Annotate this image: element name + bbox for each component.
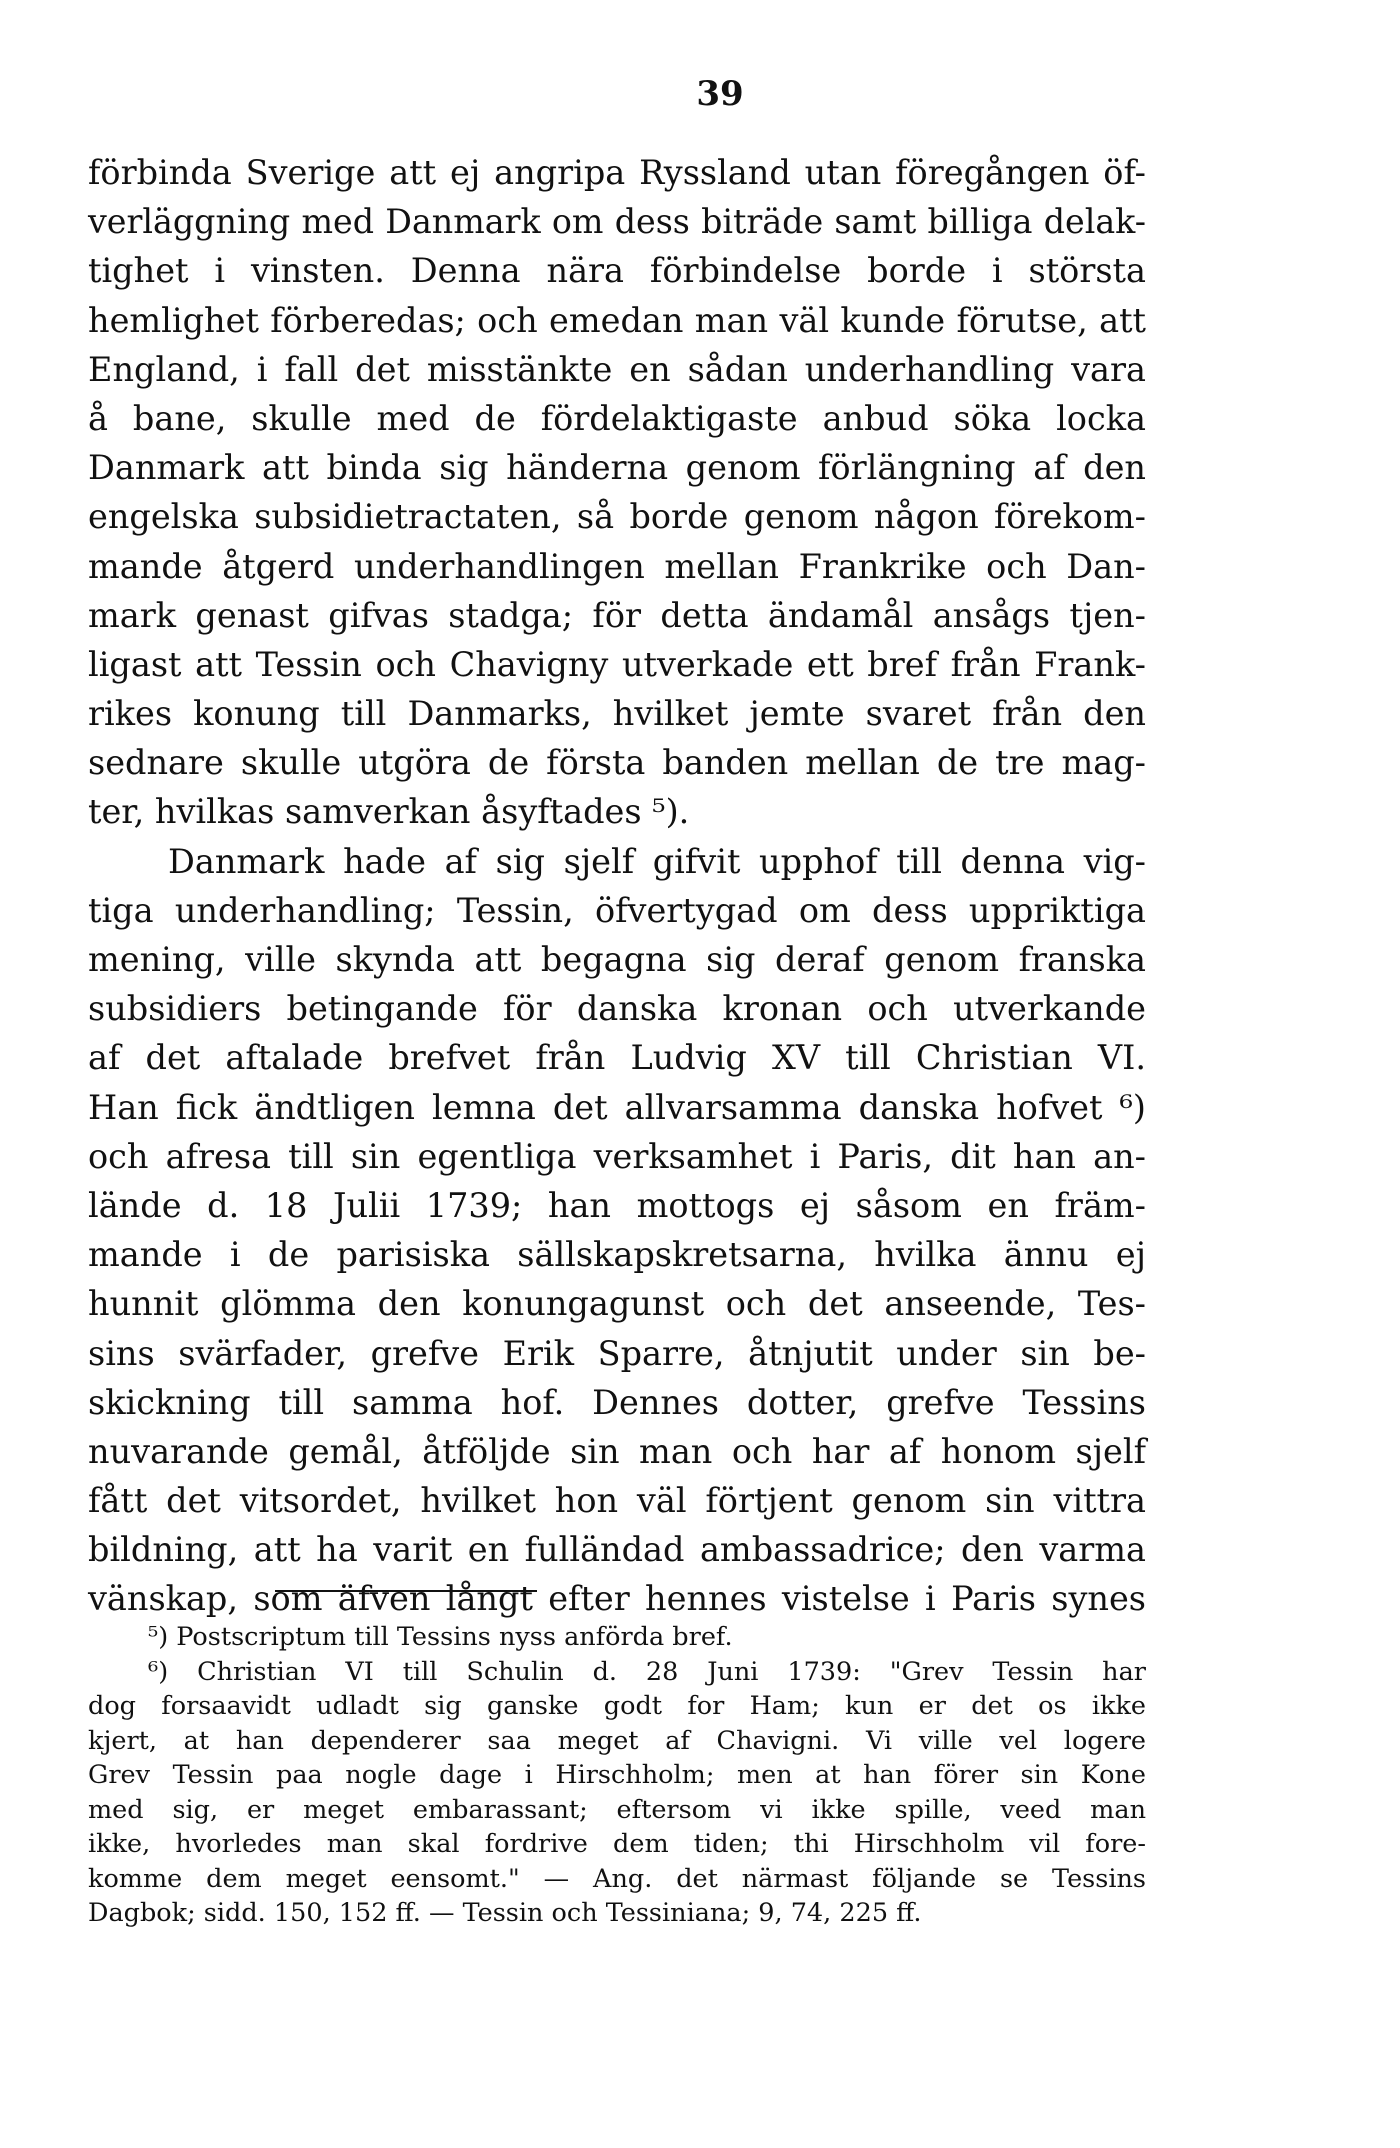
- body-line: förbinda Sverige att ej angripa Ryssland utan föregången öf-: [88, 153, 1146, 192]
- body-line: af det aftalade brefvet från Ludvig XV till Christian VI.: [88, 1038, 1146, 1078]
- body-line: verläggning med Danmark om dess biträde samt billiga delak-: [88, 202, 1146, 242]
- body-line: och afresa till sin egentliga verksamhet i Paris, dit han an-: [88, 1136, 1146, 1176]
- body-line: sednare skulle utgöra de första banden mellan de tre mag-: [88, 743, 1146, 783]
- footnote-line: med sig, er meget embarassant; eftersom vi ikke spille, veed man: [88, 1794, 1146, 1825]
- footnote-5: ⁵) Postscriptum till Tessins nyss anförda bref.: [148, 1622, 733, 1652]
- footnote-line: kjert, at han dependerer saa meget af Chavigni. Vi ville vel logere: [88, 1725, 1146, 1756]
- body-text: [88, 148, 1146, 1624]
- body-line: mande i de parisiska sällskapskretsarna, hvilka ännu ej: [88, 1235, 1146, 1275]
- body-line: ligast att Tessin och Chavigny utverkade ett bref från Frank-: [88, 644, 1146, 684]
- body-line: engelska subsidietractaten, så borde genom någon förekom-: [88, 497, 1146, 537]
- body-line: sins svärfader, grefve Erik Sparre, åtnjutit under sin be-: [88, 1333, 1146, 1373]
- paragraph-end-line: ter, hvilkas samverkan åsyftades ⁵).: [88, 792, 690, 832]
- footnote-line: dog forsaavidt udladt sig ganske godt for Ham; kun er det os ikke: [88, 1691, 1146, 1721]
- body-line: tiga underhandling; Tessin, öfvertygad om dess uppriktiga: [88, 890, 1146, 930]
- body-line: hunnit glömma den konungagunst och det anseende, Tes-: [88, 1284, 1146, 1324]
- body-line: mark genast gifvas stadga; för detta ändamål ansågs tjen-: [88, 595, 1146, 635]
- body-line: Han fick ändtligen lemna det allvarsamma danska hofvet ⁶): [88, 1087, 1146, 1127]
- body-line: subsidiers betingande för danska kronan och utverkande: [88, 989, 1146, 1029]
- footnote-line: ikke, hvorledes man skal fordrive dem tiden; thi Hirschholm vil fore-: [88, 1829, 1146, 1859]
- footnote-6: ⁶) Christian VI till Schulin d. 28 Juni 1739: "Grev Tessin har: [148, 1656, 1146, 1687]
- body-line: skickning till samma hof. Dennes dotter, grefve Tessins: [88, 1382, 1146, 1422]
- paragraph-start-line: Danmark hade af sig sjelf gifvit upphof till denna vig-: [168, 841, 1146, 881]
- body-line: å bane, skulle med de fördelaktigaste anbud söka locka: [88, 398, 1146, 438]
- body-line: mande åtgerd underhandlingen mellan Frankrike och Dan-: [88, 546, 1146, 586]
- body-line: tighet i vinsten. Denna nära förbindelse borde i största: [88, 251, 1146, 291]
- footnote-divider: [275, 1590, 537, 1592]
- footnote-line: Grev Tessin paa nogle dage i Hirschholm; men at han förer sin Kone: [88, 1760, 1146, 1790]
- body-line: nuvarande gemål, åtföljde sin man och har af honom sjelf: [88, 1431, 1146, 1471]
- body-line: mening, ville skynda att begagna sig deraf genom franska: [88, 940, 1146, 979]
- footnotes: [88, 1620, 1146, 1931]
- footnote-line: Dagbok; sidd. 150, 152 ff. — Tessin och Tessiniana; 9, 74, 225 ff.: [88, 1898, 922, 1928]
- body-line: bildning, att ha varit en fulländad ambassadrice; den varma: [88, 1530, 1146, 1570]
- body-line: Danmark att binda sig händerna genom förlängning af den: [88, 448, 1146, 488]
- body-line: fått det vitsordet, hvilket hon väl förtjent genom sin vittra: [88, 1481, 1146, 1521]
- page-number: 39: [696, 74, 744, 114]
- body-line: England, i fall det misstänkte en sådan underhandling vara: [88, 349, 1146, 389]
- body-line: hemlighet förberedas; och emedan man väl kunde förutse, att: [88, 300, 1146, 340]
- body-line: lände d. 18 Julii 1739; han mottogs ej såsom en främ-: [88, 1185, 1146, 1225]
- body-line: rikes konung till Danmarks, hvilket jemte svaret från den: [88, 694, 1146, 734]
- footnote-line: komme dem meget eensomt." — Ang. det närmast följande se Tessins: [88, 1863, 1146, 1894]
- body-line: vänskap, som äfven långt efter hennes vistelse i Paris synes: [88, 1579, 1146, 1619]
